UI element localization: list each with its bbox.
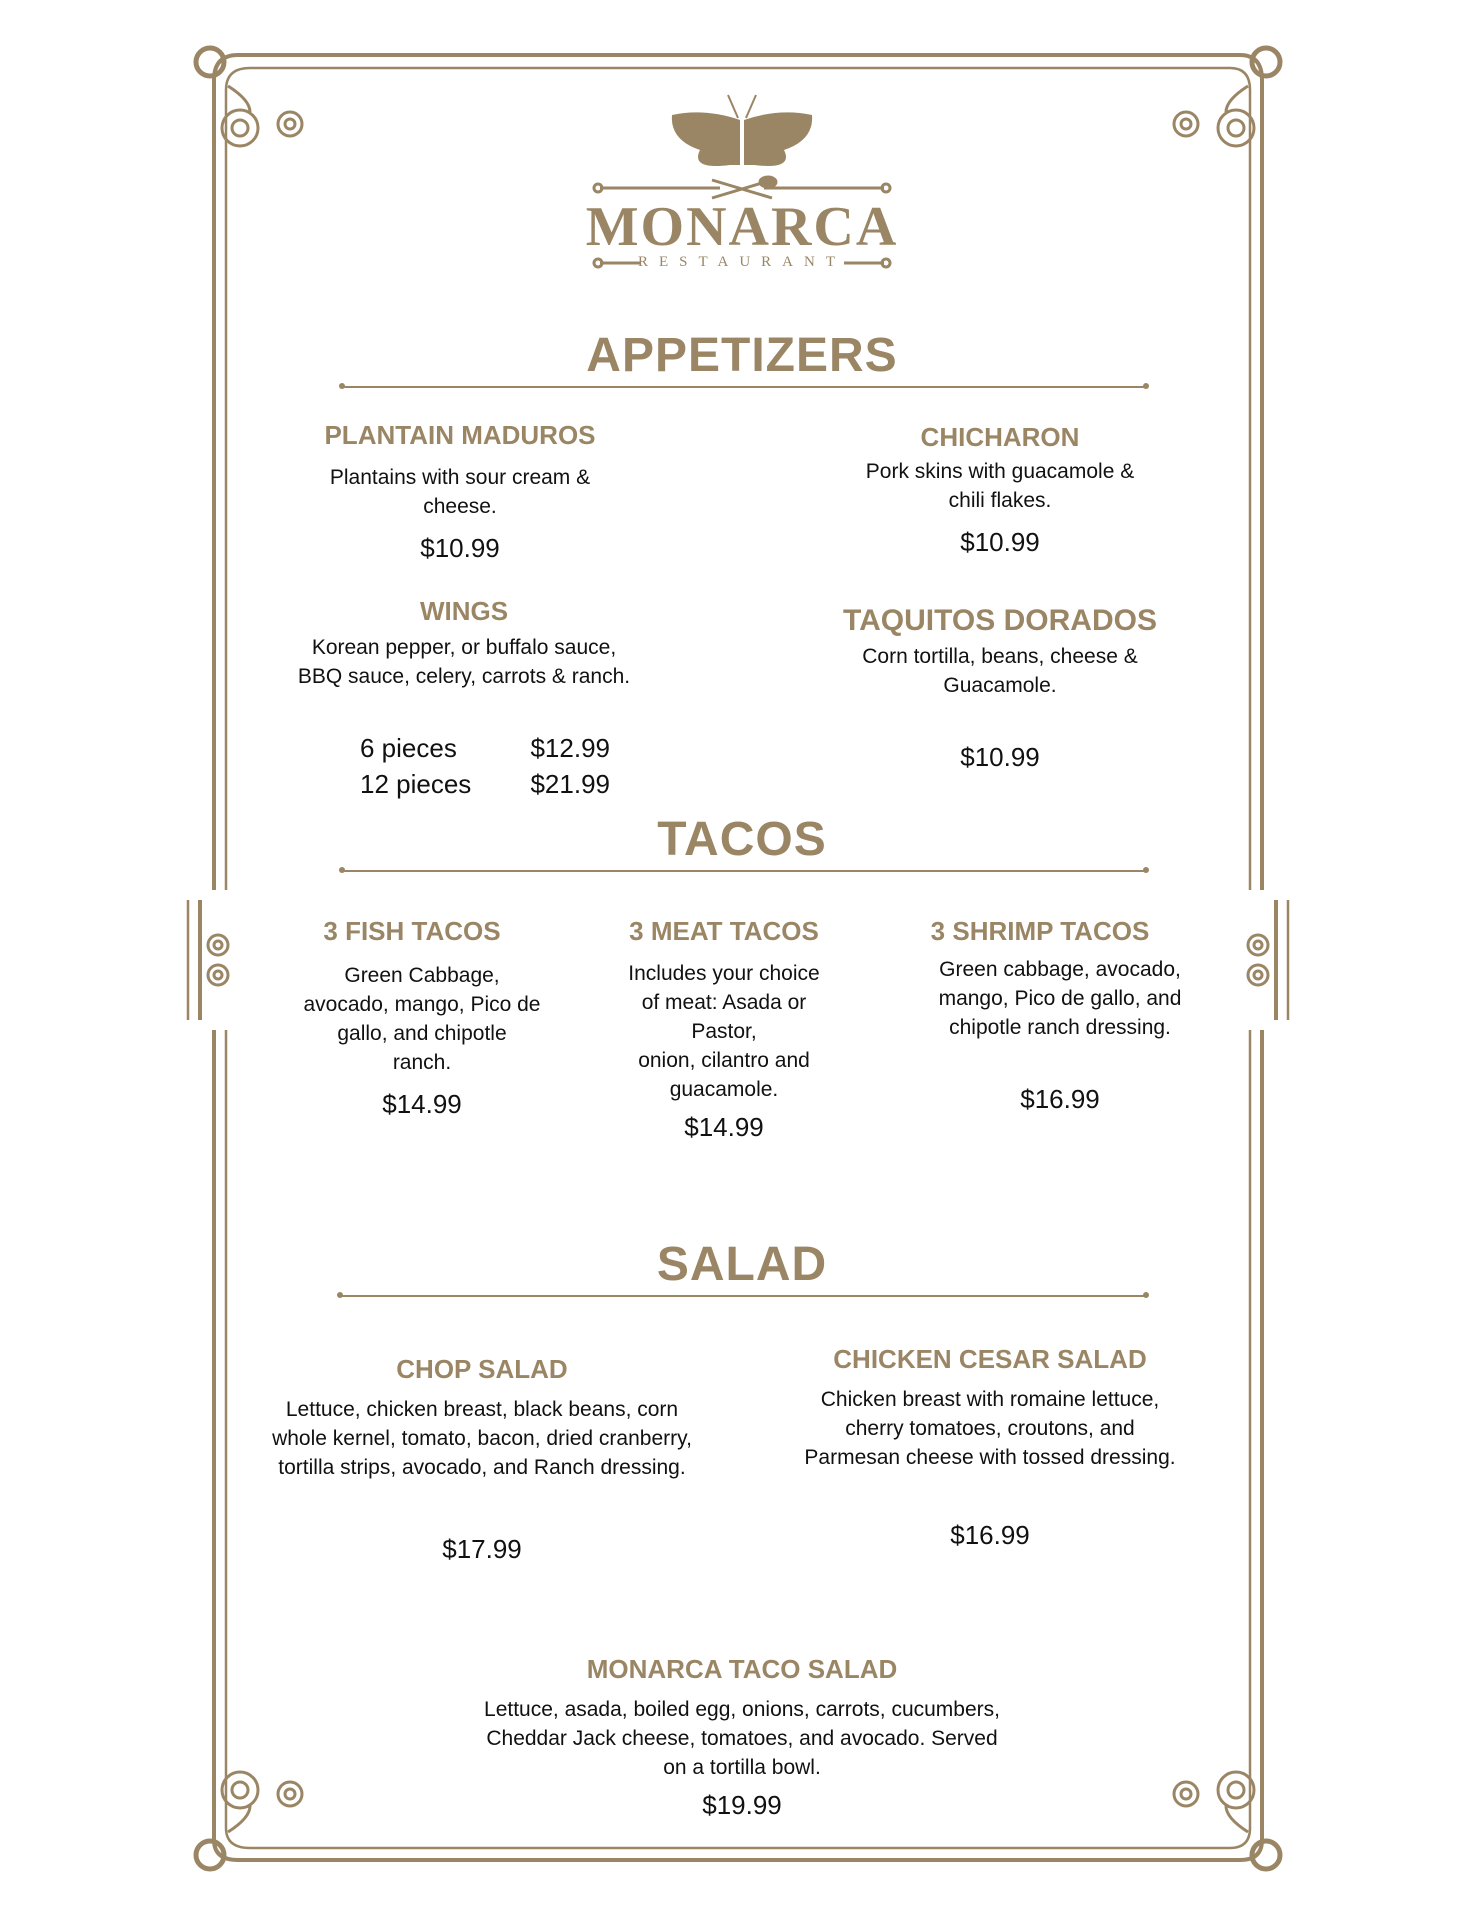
wings-option-price: $12.99: [530, 733, 610, 763]
item-desc: Cheddar Jack cheese, tomatoes, and avocado. Served: [486, 1727, 998, 1750]
item-desc: onion, cilantro and: [638, 1049, 810, 1072]
item-desc: cheese.: [423, 495, 497, 518]
plantain-maduros-item: [300, 420, 620, 564]
chop-salad-item: [250, 1354, 714, 1565]
item-title: PLANTAIN MADUROS: [324, 420, 596, 450]
item-price: $17.99: [442, 1534, 522, 1564]
chicken-cesar-salad-item: [780, 1344, 1200, 1551]
fish-tacos-item: [282, 916, 562, 1120]
item-price: $16.99: [950, 1520, 1030, 1550]
swirl-top-right: [1174, 86, 1254, 146]
item-title: 3 SHRIMP TACOS: [930, 916, 1150, 946]
item-title: WINGS: [419, 596, 509, 626]
item-desc: avocado, mango, Pico de: [303, 993, 541, 1016]
item-desc: Pastor,: [691, 1020, 757, 1043]
swirl-bottom-left: [222, 1772, 302, 1832]
item-desc: cherry tomatoes, croutons, and: [845, 1417, 1135, 1440]
item-desc: chili flakes.: [948, 489, 1052, 512]
tacos-divider: [342, 870, 1146, 872]
item-desc: on a tortilla bowl.: [663, 1756, 821, 1779]
wings-option-label: 12 pieces: [360, 769, 472, 799]
swirl-bottom-right: [1174, 1772, 1254, 1832]
item-title: MONARCA TACO SALAD: [586, 1654, 898, 1684]
swirl-mid-left: [208, 935, 228, 985]
butterfly-logo-icon: [672, 95, 812, 166]
tacos-title: TACOS: [657, 813, 827, 866]
item-desc: chipotle ranch dressing.: [949, 1016, 1171, 1039]
monarca-taco-salad-item: [442, 1654, 1042, 1821]
item-title: TAQUITOS DORADOS: [843, 604, 1157, 637]
restaurant-subtitle: RESTAURANT: [638, 254, 846, 270]
item-desc: gallo, and chipotle: [337, 1022, 507, 1045]
item-desc: Lettuce, asada, boiled egg, onions, carrots, cucumbers,: [484, 1698, 1000, 1721]
item-title: CHICKEN CESAR SALAD: [833, 1344, 1147, 1374]
item-desc: tortilla strips, avocado, and Ranch dressing.: [278, 1456, 686, 1479]
appetizers-title: APPETIZERS: [586, 329, 898, 382]
item-desc: Pork skins with guacamole &: [865, 460, 1135, 483]
item-desc: mango, Pico de gallo, and: [938, 987, 1182, 1010]
item-desc: ranch.: [392, 1051, 452, 1074]
item-desc: Korean pepper, or buffalo sauce,: [311, 636, 617, 659]
item-price: $10.99: [420, 533, 500, 563]
item-desc: Plantains with sour cream &: [329, 466, 591, 489]
item-desc: Parmesan cheese with tossed dressing.: [804, 1446, 1176, 1469]
wings-price-options: [360, 730, 610, 802]
item-desc: whole kernel, tomato, bacon, dried cranberry,: [272, 1427, 692, 1450]
item-desc: Corn tortilla, beans, cheese &: [862, 645, 1138, 668]
item-desc: BBQ sauce, celery, carrots & ranch.: [297, 665, 631, 688]
item-price: $14.99: [382, 1089, 462, 1119]
item-desc: guacamole.: [669, 1078, 779, 1101]
shrimp-tacos-item: [910, 916, 1210, 1115]
restaurant-name: MONARCA: [585, 196, 899, 258]
item-desc: Guacamole.: [943, 674, 1057, 697]
item-title: CHICHARON: [920, 422, 1080, 452]
item-desc: Includes your choice: [628, 962, 820, 985]
item-desc: Green Cabbage,: [344, 964, 500, 987]
item-title: CHOP SALAD: [396, 1354, 568, 1384]
taquitos-dorados-item: [820, 604, 1180, 773]
item-price: $19.99: [702, 1790, 782, 1820]
item-desc: Lettuce, chicken breast, black beans, corn: [285, 1398, 679, 1421]
item-price: $10.99: [960, 742, 1040, 772]
item-desc: of meat: Asada or: [641, 991, 807, 1014]
item-desc: Chicken breast with romaine lettuce,: [820, 1388, 1160, 1411]
wings-option-label: 6 pieces: [360, 733, 457, 763]
meat-tacos-item: [604, 916, 844, 1143]
item-desc: Green cabbage, avocado,: [939, 958, 1181, 981]
swirl-mid-right: [1248, 935, 1268, 985]
item-title: 3 FISH TACOS: [323, 916, 501, 946]
item-price: $14.99: [684, 1112, 764, 1142]
wings-option-price: $21.99: [530, 769, 610, 799]
item-price: $16.99: [1020, 1084, 1100, 1114]
item-price: $10.99: [960, 527, 1040, 557]
swirl-top-left: [222, 86, 302, 146]
chicharon-item: [840, 422, 1160, 558]
appetizers-divider: [342, 386, 1146, 388]
salad-title: SALAD: [656, 1238, 828, 1291]
wings-item: [284, 596, 644, 691]
item-title: 3 MEAT TACOS: [629, 916, 819, 946]
salad-divider: [340, 1295, 1146, 1297]
